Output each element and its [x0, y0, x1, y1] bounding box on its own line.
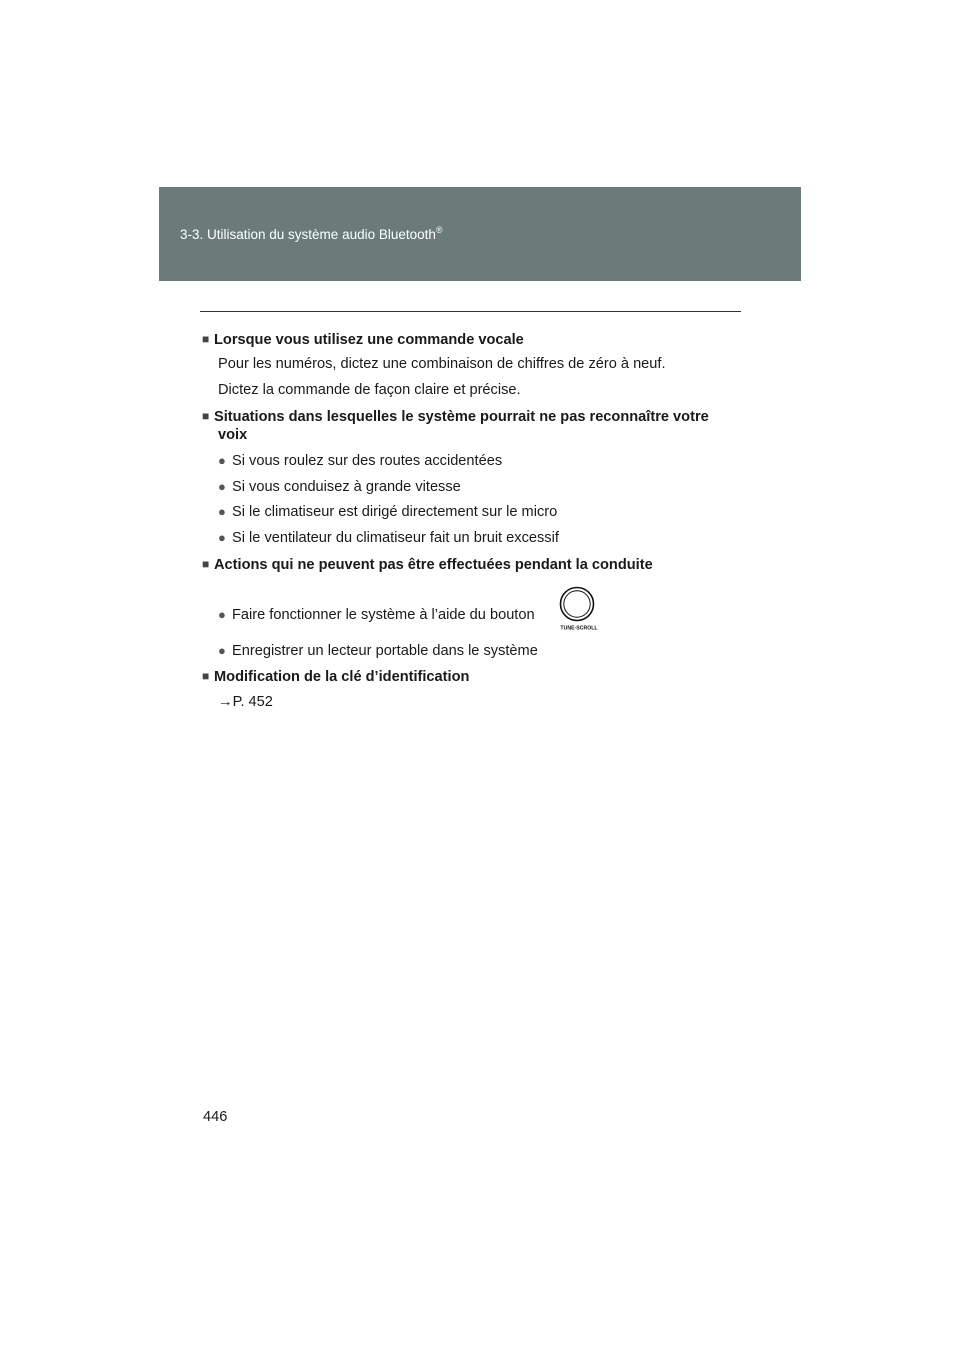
- circle-bullet-icon: ●: [218, 530, 226, 545]
- square-bullet-icon: ■: [202, 409, 210, 423]
- list-item: ● Enregistrer un lecteur portable dans le système: [218, 643, 538, 659]
- section-heading-id-key: ■ Modification de la clé d’identification: [202, 669, 470, 685]
- registered-mark: ®: [435, 225, 443, 235]
- page-reference-link[interactable]: →P. 452: [218, 694, 273, 710]
- section-heading-voice-command: ■ Lorsque vous utilisez une commande vocale: [202, 332, 524, 348]
- square-bullet-icon: ■: [202, 332, 210, 346]
- list-item: ● Si le ventilateur du climatiseur fait un bruit excessif: [218, 530, 559, 546]
- voice-command-text-1: Pour les numéros, dictez une combinaison de chiffres de zéro à neuf.: [218, 356, 666, 372]
- list-item: ● Faire fonctionner le système à l’aide du bouton: [218, 607, 535, 623]
- list-item: ● Si vous conduisez à grande vitesse: [218, 479, 461, 495]
- circle-bullet-icon: ●: [218, 643, 226, 658]
- list-item: ● Si vous roulez sur des routes accidentées: [218, 453, 503, 469]
- circle-bullet-icon: ●: [218, 607, 226, 622]
- knob-label: TUNE·SCROLL: [560, 625, 598, 632]
- section-heading-not-recognized-cont: voix: [218, 427, 248, 443]
- square-bullet-icon: ■: [202, 669, 210, 683]
- circle-bullet-icon: ●: [218, 479, 226, 494]
- square-bullet-icon: ■: [202, 557, 210, 571]
- section-heading-not-recognized: ■ Situations dans lesquelles le système pourrait ne pas reconnaître votre: [202, 409, 709, 425]
- section-divider: [200, 311, 741, 312]
- voice-command-text-2: Dictez la commande de façon claire et précise.: [218, 382, 521, 398]
- circle-bullet-icon: ●: [218, 453, 226, 468]
- chapter-header-title: 3-3. Utilisation du système audio Bluetooth®: [180, 225, 443, 242]
- section-heading-driving-actions: ■ Actions qui ne peuvent pas être effectuées pendant la conduite: [202, 557, 653, 573]
- tune-scroll-knob-icon: [558, 586, 600, 632]
- chapter-header-band: [159, 187, 801, 281]
- page-number: 446: [203, 1109, 228, 1125]
- circle-bullet-icon: ●: [218, 504, 226, 519]
- list-item: ● Si le climatiseur est dirigé directement sur le micro: [218, 504, 558, 520]
